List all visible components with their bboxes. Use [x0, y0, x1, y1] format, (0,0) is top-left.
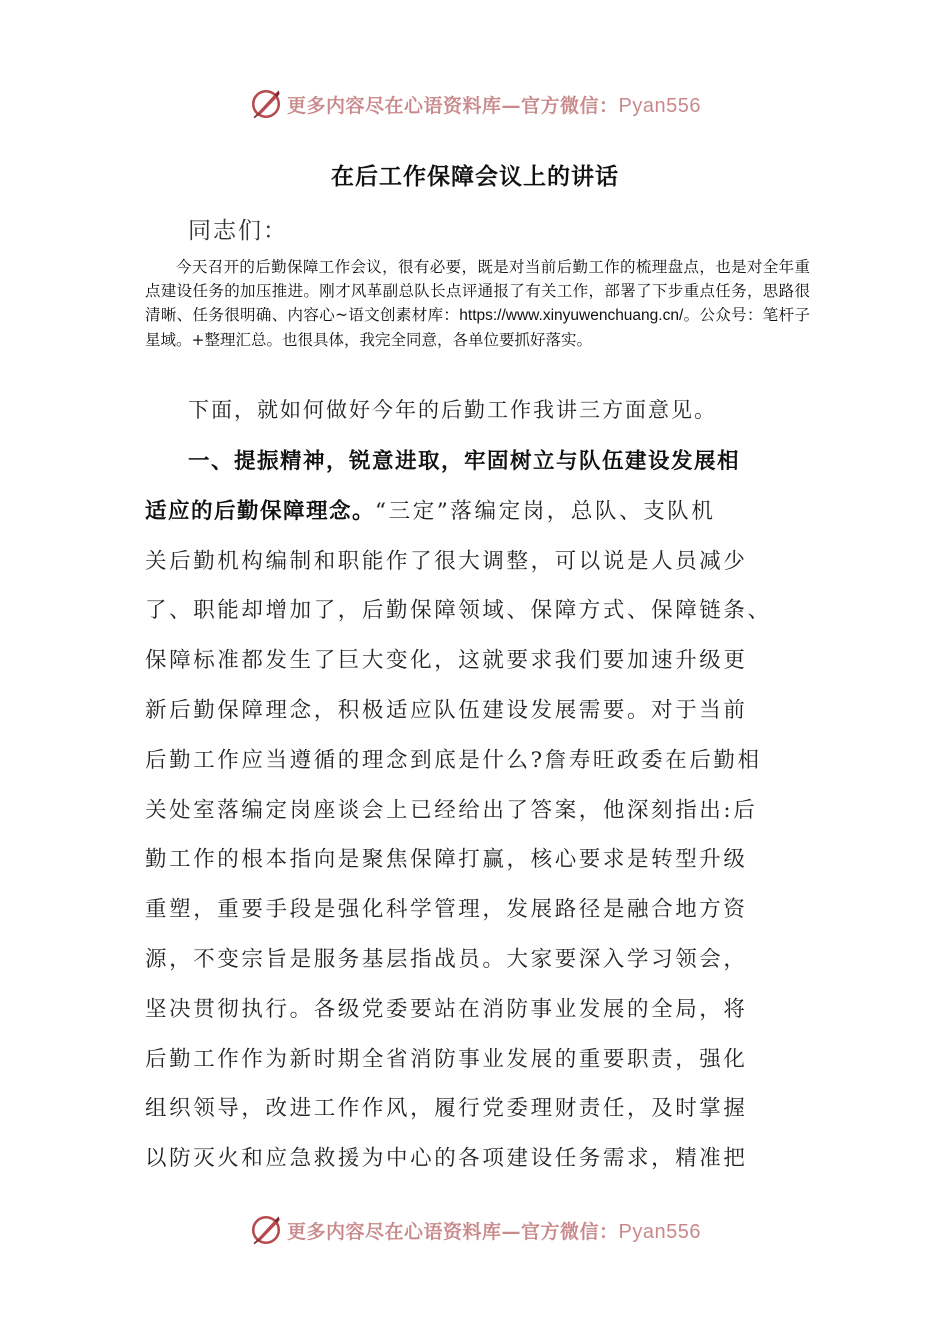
body-text-line: 新后勤保障理念，积极适应队伍建设发展需要。对于当前 [145, 697, 748, 723]
body-text-line: 了、职能却增加了，后勤保障领域、保障方式、保障链条、 [145, 598, 772, 624]
body-text-line: 组织领导，改进工作作风，履行党委理财责任，及时掌握 [145, 1096, 748, 1122]
section-one [145, 437, 810, 1184]
source-url: https://www.xinyuwenchuang.cn/ [459, 307, 684, 324]
header-watermark-banner [0, 84, 950, 124]
body-text-line: 后勤工作应当遵循的理念到底是什么?詹寿旺政委在后勤相 [145, 747, 762, 773]
body-text-line: 以防灭火和应急救援为中心的各项建设任务需求，精准把 [145, 1146, 748, 1172]
body-text-line: 坚决贯彻执行。各级党委要站在消防事业发展的全局，将 [145, 996, 748, 1022]
footer-watermark-banner [0, 1210, 950, 1250]
body-text-line: 重塑，重要手段是强化科学管理，发展路径是融合地方资 [145, 897, 748, 923]
section-heading-continued: 适应的后勤保障理念。“三定”落编定岗，总队、支队机 [145, 498, 716, 524]
quill-pen-logo-icon [249, 1213, 283, 1247]
section-heading: 一、提振精神，锐意进取，牢固树立与队伍建设发展相 [188, 449, 741, 474]
intro-paragraph: 今天召开的后勤保障工作会议，很有必要，既是对当前后勤工作的梳理盘点，也是对全年重点建设任务的加压推进。刚才风革副总队长点评通报了有关工作，部署了下步重点任务，思路很清晰、任务很明确、内容心~语文创素材库：https://www.xinyuwenchuang.cn/。公众号：笔杆子星域。+整理汇总。也很具体，我完全同意，各单位要抓好落实。 [145, 258, 810, 349]
body-text-line: 源，不变宗旨是服务基层指战员。大家要深入学习领会， [145, 946, 748, 972]
body-text-line: 保障标准都发生了巨大变化，这就要求我们要加速升级更 [145, 648, 748, 674]
quill-pen-logo-icon [249, 87, 283, 121]
body-text-line: 关处室落编定岗座谈会上已经给出了答案，他深刻指出:后 [145, 797, 758, 823]
body-text-line: 后勤工作作为新时期全省消防事业发展的重要职责，强化 [145, 1046, 748, 1072]
salutation: 同志们： [188, 218, 288, 244]
banner-text: 更多内容尽在心语资料库—官方微信：Pyan556 [287, 1220, 701, 1243]
document-title: 在后工作保障会议上的讲话 [331, 164, 619, 190]
body-text-line: 勤工作的根本指向是聚焦保障打赢，核心要求是转型升级 [145, 847, 748, 873]
banner-text: 更多内容尽在心语资料库—官方微信：Pyan556 [287, 94, 701, 117]
body-text-line: 关后勤机构编制和职能作了很大调整，可以说是人员减少 [145, 548, 748, 574]
lead-sentence: 下面，就如何做好今年的后勤工作我讲三方面意见。 [188, 398, 717, 422]
